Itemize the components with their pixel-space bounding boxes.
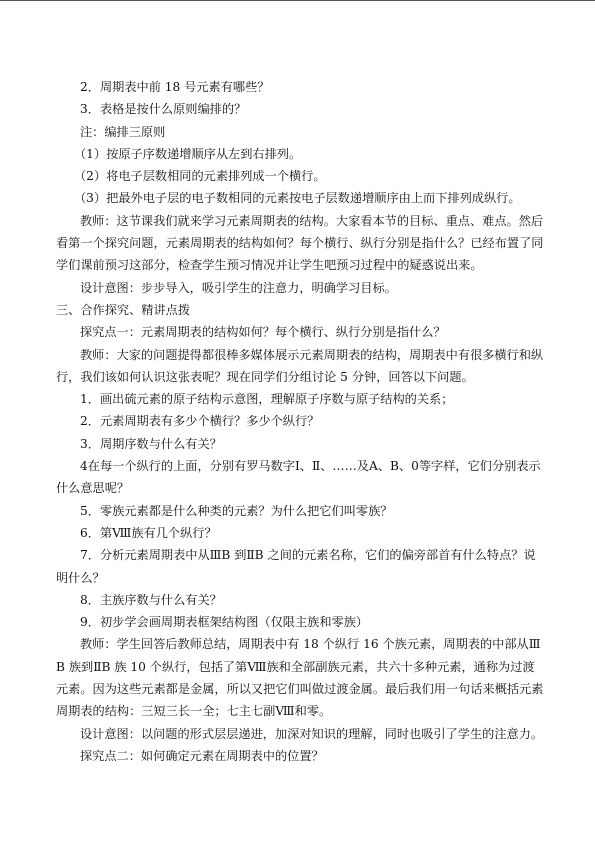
task-2: 2．元素周期表有多少个横行？多少个纵行？ [80, 414, 320, 429]
rule-3: （3）把最外电子层的电子数相同的元素按电子层数递增顺序由上而下排列成纵行。 [74, 191, 521, 206]
teacher-paragraph-1: 教师：这节课我们就来学习元素周期表的结构。大家看本节的目标、重点、难点。然后看第一个探究问题，元素周期表的结构如何？每个横行、纵行分别是指什么？已经布置了同学们课前预习这部分，检查学生预习情况并让学生吧预习过程中的疑惑说出来。 [56, 213, 544, 273]
task-3: 3．周期序数与什么有关？ [80, 436, 222, 451]
task-9: 9．初步学会画周期表框架结构图（仅限主族和零族） [80, 615, 369, 630]
design-intent-1: 设计意图：步步导入，吸引学生的注意力，明确学习目标。 [80, 280, 397, 295]
question-2: 2．周期表中前 18 号元素有哪些？ [80, 80, 270, 94]
teacher-summary: 教师：学生回答后教师总结，周期表中有 18 个纵行 16 个族元素，周期表的中部从ⅢB 族到ⅡB 族 10 个纵行，包括了第Ⅷ族和全部副族元素，共六十多种元素，通称为过渡元素。因为这些元素都是金属，所以又把它们叫做过渡金属。最后我们用一句话来概括元素周期表的结构：三短三长一全；七主七副Ⅷ和零。 [56, 637, 544, 719]
task-5: 5．零族元素都是什么种类的元素？为什么把它们叫零族？ [80, 503, 393, 518]
task-1: 1．画出硫元素的原子结构示意图，理解原子序数与原子结构的关系； [80, 392, 454, 407]
header-rule [0, 0, 595, 1]
task-8: 8．主族序数与什么有关？ [80, 592, 222, 607]
rule-1: （1）按原子序数递增顺序从左到右排列。 [74, 146, 302, 161]
note-heading: 注：编排三原则 [80, 124, 166, 139]
task-4: 4在每一个纵行的上面，分别有罗马数字Ⅰ、Ⅱ、……及A、B、0等字样，它们分别表示什么意思呢？ [56, 459, 541, 496]
design-intent-2: 设计意图：以问题的形式层层递进，加深对知识的理解，同时也吸引了学生的注意力。 [80, 726, 544, 741]
rule-2: （2）将电子层数相同的元素排列成一个横行。 [74, 169, 326, 184]
task-6: 6．第Ⅷ族有几个纵行？ [80, 525, 217, 540]
body-text [56, 76, 544, 767]
question-3: 3．表格是按什么原则编排的？ [80, 102, 247, 117]
task-7: 7．分析元素周期表中从ⅢB 到ⅡB 之间的元素名称，它们的偏旁部首有什么特点？说明什么？ [56, 548, 536, 585]
explore-point-2: 探究点二：如何确定元素在周期表中的位置？ [80, 748, 324, 763]
teacher-paragraph-2: 教师：大家的问题提得都很棒多媒体展示元素周期表的结构，周期表中有很多横行和纵行，我们该如何认识这张表呢？现在同学们分组讨论 5 分钟，回答以下问题。 [56, 347, 544, 384]
section-heading-3: 三、合作探究、精讲点拨 [56, 302, 191, 317]
explore-point-1: 探究点一：元素周期表的结构如何？每个横行、纵行分别是指什么？ [80, 325, 446, 340]
